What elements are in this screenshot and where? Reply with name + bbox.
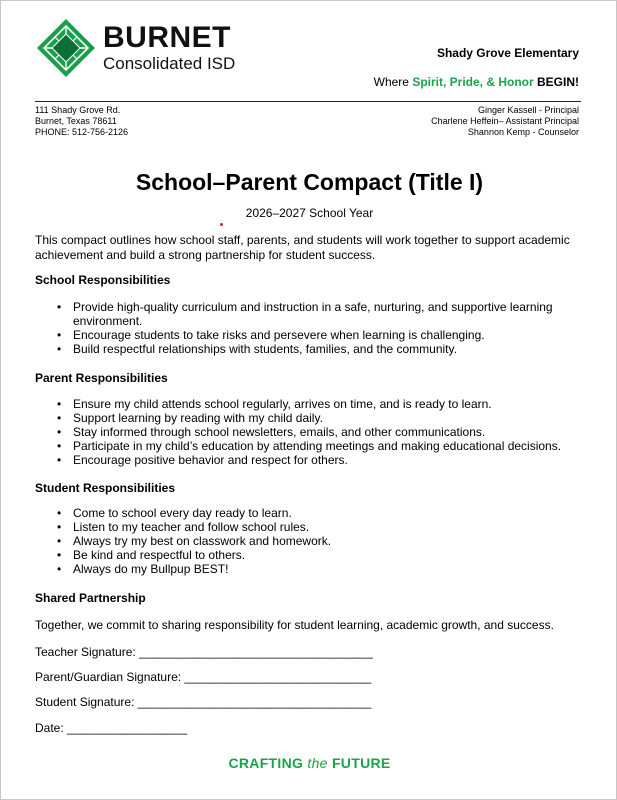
parent-responsibilities-heading: Parent Responsibilities	[35, 371, 168, 385]
list-item: • Always do my Bullpup BEST!	[57, 562, 577, 576]
school-address	[35, 105, 128, 138]
address-line: PHONE: 512-756-2126	[35, 127, 129, 137]
footer-part: FUTURE	[327, 755, 391, 771]
motto-highlight: Spirit, Pride, & Honor	[412, 75, 534, 89]
address-line: Burnet, Texas 78611	[35, 116, 117, 126]
list-item: • Provide high-quality curriculum and instruction in a safe, nurturing, and supportive learning environment.	[57, 300, 577, 328]
staff-line: Ginger Kassell - Principal	[477, 105, 579, 115]
address-line: 111 Shady Grove Rd.	[35, 105, 121, 115]
red-mark	[220, 223, 223, 226]
list-item: • Always try my best on classwork and homework.	[57, 534, 577, 548]
intro-paragraph: This compact outlines how school staff, parents, and students will work together to support academic achievement and build a strong partnership for student success.	[35, 233, 570, 262]
list-item: • Listen to my teacher and follow school rules.	[57, 520, 577, 534]
parent-responsibilities-list	[57, 397, 577, 467]
district-logo	[35, 17, 236, 79]
shared-partnership-heading: Shared Partnership	[35, 591, 146, 605]
footer-slogan	[1, 755, 617, 771]
staff-line: Charlene Heffein– Assistant Principal	[431, 116, 579, 126]
list-item: • Support learning by reading with my child daily.	[57, 411, 577, 425]
date-line: Date: __________________	[35, 721, 188, 735]
student-signature-line: Student Signature: ___________________________________	[35, 695, 372, 709]
list-item: • Come to school every day ready to learn.	[57, 506, 577, 520]
motto-suffix: BEGIN!	[537, 75, 579, 89]
school-responsibilities-list	[57, 300, 577, 356]
list-item: • Ensure my child attends school regularly, arrives on time, and is ready to learn.	[57, 397, 577, 411]
student-responsibilities-list	[57, 506, 577, 576]
teacher-signature-line: Teacher Signature: ___________________________________	[35, 645, 373, 659]
staff-line: Shannon Kemp - Counselor	[467, 127, 579, 137]
diamond-logo-icon	[35, 17, 97, 79]
shared-partnership-text: Together, we commit to sharing responsibility for student learning, academic growth, and success.	[35, 618, 554, 632]
school-year: 2026–2027 School Year	[245, 206, 374, 220]
school-responsibilities-heading: School Responsibilities	[35, 273, 171, 287]
list-item: • Stay informed through school newsletters, emails, and other communications.	[57, 425, 577, 439]
parent-signature-line: Parent/Guardian Signature: ____________________________	[35, 670, 372, 684]
list-item: • Participate in my child’s education by attending meetings and making educational decisions.	[57, 439, 577, 453]
logo-name: BURNET	[103, 21, 231, 54]
list-item: • Encourage students to take risks and persevere when learning is challenging.	[57, 328, 577, 342]
student-responsibilities-heading: Student Responsibilities	[35, 481, 176, 495]
school-motto	[374, 75, 579, 89]
staff-list	[431, 105, 579, 138]
school-name: Shady Grove Elementary	[436, 46, 579, 60]
list-item: • Encourage positive behavior and respect for others.	[57, 453, 577, 467]
footer-part: CRAFTING	[228, 755, 308, 771]
footer-part: the	[307, 755, 328, 771]
motto-prefix: Where	[373, 75, 413, 89]
list-item: • Be kind and respectful to others.	[57, 548, 577, 562]
list-item: • Build respectful relationships with students, families, and the community.	[57, 342, 577, 356]
document-title: School–Parent Compact (Title I)	[135, 169, 484, 195]
logo-subtitle: Consolidated ISD	[103, 54, 236, 73]
header-divider	[35, 101, 581, 102]
